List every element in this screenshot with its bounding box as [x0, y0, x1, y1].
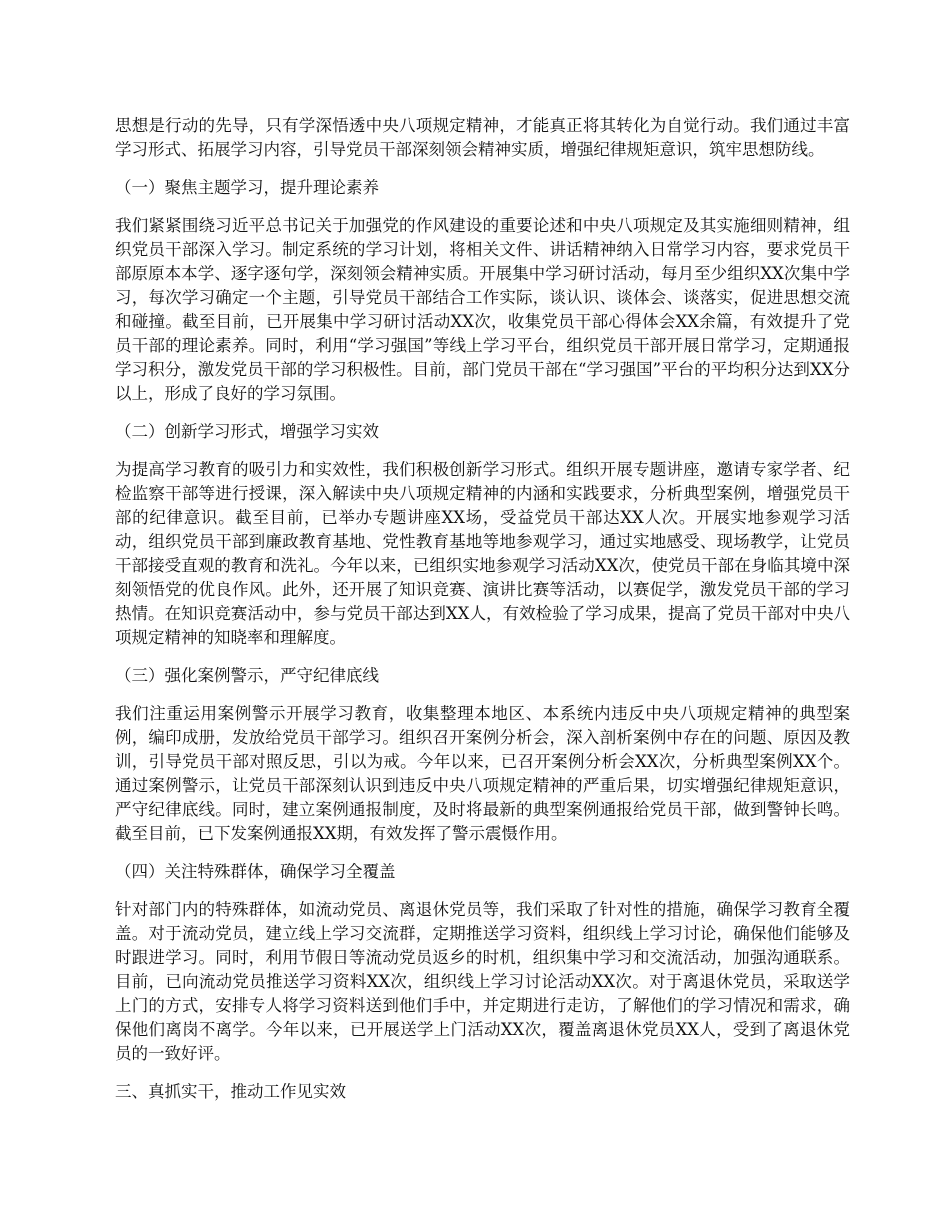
section-4-body: 针对部门内的特殊群体，如流动党员、离退休党员等，我们采取了针对性的措施，确保学习教育全覆盖。对于流动党员，建立线上学习交流群，定期推送学习资料，组织线上学习讨论，确保他们能够及时跟进学习。同时，利用节假日等流动党员返乡的时机，组织集中学习和交流活动，加强沟通联系。目前，已向流动党员推送学习资料XX次，组织线上学习讨论活动XX次。对于离退休党员，采取送学上门的方式，安排专人将学习资料送到他们手中，并定期进行走访，了解他们的学习情况和需求，确保他们离岗不离学。今年以来，已开展送学上门活动XX次，覆盖离退休党员XX人，受到了离退休党员的一致好评。: [115, 900, 850, 1063]
section-1-heading: （一）聚焦主题学习，提升理论素养: [115, 178, 379, 197]
section-3-body: 我们注重运用案例警示开展学习教育，收集整理本地区、本系统内违反中央八项规定精神的典型案例，编印成册，发放给党员干部学习。组织召开案例分析会，深入剖析案例中存在的问题、原因及教训，引导党员干部对照反思，引以为戒。今年以来，已召开案例分析会XX次，分析典型案例XX个。通过案例警示，让党员干部深刻认识到违反中央八项规定精神的严重后果，切实增强纪律规矩意识，严守纪律底线。同时，建立案例通报制度，及时将最新的典型案例通报给党员干部，做到警钟长鸣。截至目前，已下发案例通报XX期，有效发挥了警示震慑作用。: [115, 704, 850, 843]
section-2-heading: （二）创新学习形式，增强学习实效: [115, 422, 379, 441]
document-page: [115, 114, 850, 1118]
section-2-body: 为提高学习教育的吸引力和实效性，我们积极创新学习形式。组织开展专题讲座，邀请专家学者、纪检监察干部等进行授课，深入解读中央八项规定精神的内涵和实践要求，分析典型案例，增强党员干部的纪律意识。截至目前，已举办专题讲座XX场，受益党员干部达XX人次。开展实地参观学习活动，组织党员干部到廉政教育基地、党性教育基地等地参观学习，通过实地感受、现场教学，让党员干部接受直观的教育和洗礼。今年以来，已组织实地参观学习活动XX次，使党员干部在身临其境中深刻领悟党的优良作风。此外，还开展了知识竞赛、演讲比赛等活动，以赛促学，激发党员干部的学习热情。在知识竞赛活动中，参与党员干部达到XX人，有效检验了学习成果，提高了党员干部对中央八项规定精神的知晓率和理解度。: [115, 460, 850, 647]
section-4-heading: （四）关注特殊群体，确保学习全覆盖: [115, 862, 396, 881]
intro-paragraph: 思想是行动的先导，只有学深悟透中央八项规定精神，才能真正将其转化为自觉行动。我们通过丰富学习形式、拓展学习内容，引导党员干部深刻领会精神实质，增强纪律规矩意识，筑牢思想防线。: [115, 116, 850, 159]
section-3-heading: （三）强化案例警示，严守纪律底线: [115, 666, 379, 685]
next-section-heading: 三、真抓实干，推动工作见实效: [115, 1082, 346, 1101]
section-1-body: 我们紧紧围绕习近平总书记关于加强党的作风建设的重要论述和中央八项规定及其实施细则精神，组织党员干部深入学习。制定系统的学习计划，将相关文件、讲话精神纳入日常学习内容，要求党员干部原原本本学、逐字逐句学，深刻领会精神实质。开展集中学习研讨活动，每月至少组织XX次集中学习，每次学习确定一个主题，引导党员干部结合工作实际，谈认识、谈体会、谈落实，促进思想交流和碰撞。截至目前，已开展集中学习研讨活动XX次，收集党员干部心得体会XX余篇，有效提升了党员干部的理论素养。同时，利用“学习强国”等线上学习平台，组织党员干部开展日常学习，定期通报学习积分，激发党员干部的学习积极性。目前，部门党员干部在“学习强国”平台的平均积分达到XX分以上，形成了良好的学习氛围。: [115, 216, 850, 403]
